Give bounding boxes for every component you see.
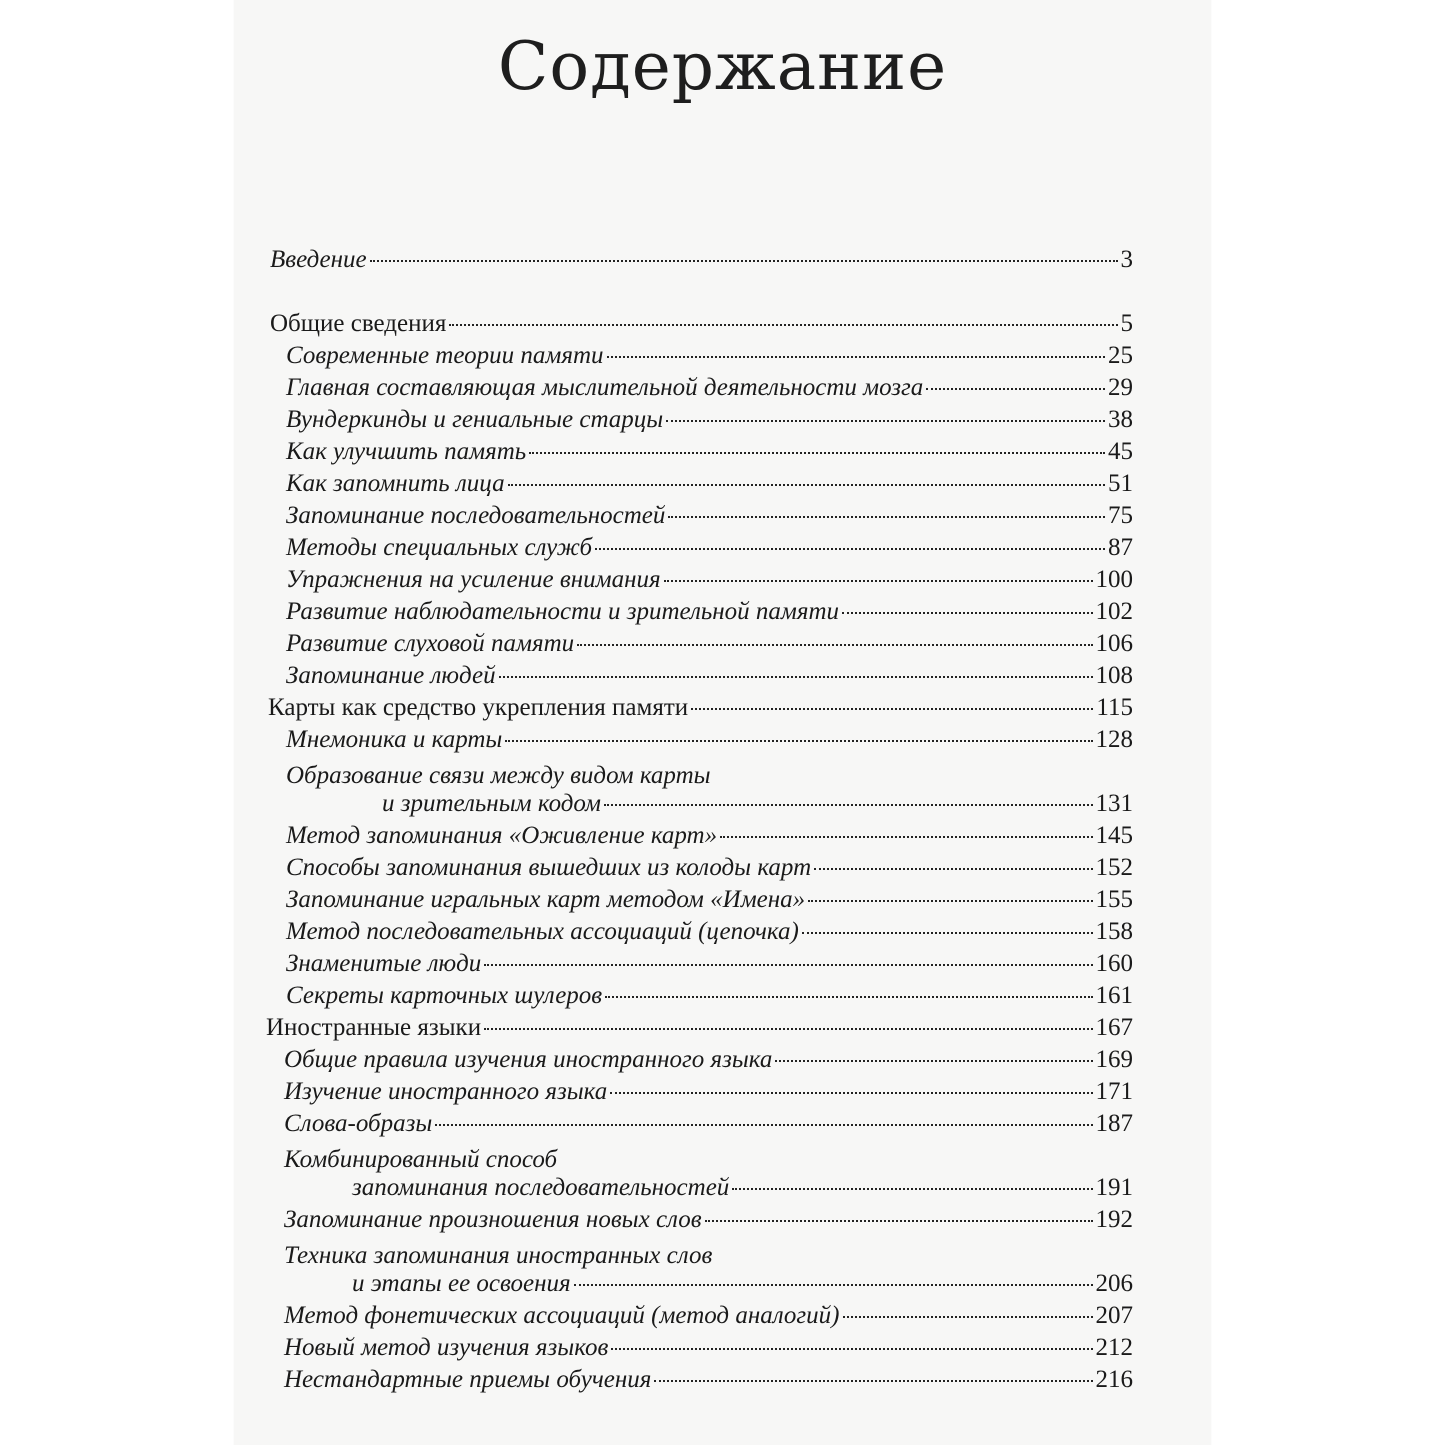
dot-leader — [484, 964, 1092, 966]
table-of-contents — [234, 0, 1211, 1445]
toc-page-number: 158 — [1095, 918, 1133, 945]
toc-entry-title: Упражнения на усиление внимания — [286, 566, 661, 593]
toc-entry-title: Способы запоминания вышедших из колоды карт — [286, 854, 812, 881]
dot-leader — [484, 1028, 1092, 1030]
toc-entry-title: Как улучшить память — [286, 438, 527, 465]
toc-entry-title: Общие сведения — [270, 310, 447, 337]
toc-entry — [286, 502, 1133, 534]
toc-page-number: 216 — [1095, 1366, 1133, 1393]
dot-leader — [529, 452, 1105, 454]
dot-leader — [607, 356, 1105, 358]
toc-entry-title: Слова-образы — [284, 1110, 433, 1137]
dot-leader — [610, 1092, 1092, 1094]
toc-entry-title: Запоминание произношения новых слов — [284, 1206, 702, 1233]
toc-entry — [286, 630, 1133, 662]
toc-page-number: 155 — [1095, 886, 1133, 913]
toc-entry — [286, 886, 1133, 918]
toc-entry — [286, 406, 1133, 438]
toc-page-number: 128 — [1095, 726, 1133, 753]
toc-entry — [352, 1270, 1133, 1302]
toc-entry-title: Метод запоминания «Оживление карт» — [286, 822, 718, 849]
toc-entry-title: Карты как средство укрепления памяти — [268, 694, 689, 721]
toc-entry-title: Мнемоника и карты — [286, 726, 503, 753]
toc-entry-title: Новый метод изучения языков — [284, 1334, 609, 1361]
toc-page-number: 102 — [1095, 598, 1133, 625]
toc-entry — [286, 918, 1133, 950]
toc-entry-title: Метод последовательных ассоциаций (цепочка) — [286, 918, 799, 945]
toc-entry — [270, 246, 1133, 278]
toc-page-number: 212 — [1095, 1334, 1133, 1361]
toc-entry — [268, 694, 1133, 726]
toc-entry-title: Запоминание людей — [286, 662, 496, 689]
dot-leader — [802, 932, 1093, 934]
toc-entry-title: Развитие слуховой памяти — [286, 630, 575, 657]
toc-entry — [286, 950, 1133, 982]
toc-entry — [284, 1078, 1133, 1110]
toc-page-number: 115 — [1096, 694, 1133, 721]
toc-entry-title: Изучение иностранного языка — [284, 1078, 608, 1105]
dot-leader — [370, 260, 1118, 262]
dot-leader — [577, 644, 1092, 646]
toc-entry-title: Общие правила изучения иностранного языка — [284, 1046, 773, 1073]
dot-leader — [705, 1220, 1093, 1222]
toc-entry-title-line1: Образование связи между видом карты — [286, 762, 711, 789]
toc-page-number: 51 — [1108, 470, 1133, 497]
toc-page-number: 25 — [1108, 342, 1133, 369]
toc-entry — [286, 822, 1133, 854]
toc-entry-title: Метод фонетических ассоциаций (метод аналогий) — [284, 1302, 840, 1329]
dot-leader — [720, 836, 1092, 838]
toc-entry-title: Вундеркинды и гениальные старцы — [286, 406, 664, 433]
dot-leader — [604, 804, 1093, 806]
toc-page-number: 106 — [1095, 630, 1133, 657]
toc-page-number: 187 — [1095, 1110, 1133, 1137]
toc-entry — [284, 1046, 1133, 1078]
dot-leader — [508, 484, 1105, 486]
toc-page-number: 171 — [1095, 1078, 1133, 1105]
toc-entry-title: и зрительным кодом — [382, 790, 601, 817]
dot-leader — [654, 1380, 1092, 1382]
toc-entry-title: Методы специальных служб — [286, 534, 593, 561]
toc-entry-title-line1: Комбинированный способ — [284, 1146, 558, 1173]
toc-page-number: 131 — [1095, 790, 1133, 817]
toc-page-number: 169 — [1095, 1046, 1133, 1073]
toc-page-number: 87 — [1108, 534, 1133, 561]
toc-page-number: 108 — [1095, 662, 1133, 689]
toc-entry-title: Секреты карточных шулеров — [286, 982, 603, 1009]
toc-page-number: 100 — [1095, 566, 1133, 593]
toc-entry-title: и этапы ее освоения — [352, 1270, 571, 1297]
toc-page-number: 191 — [1095, 1174, 1133, 1201]
dot-leader — [505, 740, 1092, 742]
toc-entry — [286, 662, 1133, 694]
toc-entry — [286, 726, 1133, 758]
toc-entry-title: Как запомнить лица — [286, 470, 505, 497]
toc-page-number: 152 — [1095, 854, 1133, 881]
dot-leader — [611, 1348, 1092, 1350]
toc-entry — [286, 470, 1133, 502]
toc-entry — [286, 982, 1133, 1014]
toc-entry — [284, 1334, 1133, 1366]
toc-entry-title: Главная составляющая мыслительной деятельности мозга — [286, 374, 924, 401]
toc-entry — [286, 438, 1133, 470]
toc-entry — [286, 854, 1133, 886]
book-page — [234, 0, 1211, 1445]
toc-entry — [352, 1174, 1133, 1206]
toc-entry-title: Современные теории памяти — [286, 342, 604, 369]
toc-page-number: 160 — [1095, 950, 1133, 977]
dot-leader — [574, 1284, 1093, 1286]
dot-leader — [732, 1188, 1092, 1190]
toc-entry-title: запоминания последовательностей — [352, 1174, 730, 1201]
toc-entry-title-line1: Техника запоминания иностранных слов — [284, 1242, 713, 1269]
toc-page-number: 206 — [1095, 1270, 1133, 1297]
toc-page-number: 45 — [1108, 438, 1133, 465]
toc-page-number: 3 — [1120, 246, 1133, 273]
toc-entry — [266, 1014, 1133, 1046]
toc-page-number: 192 — [1095, 1206, 1133, 1233]
toc-page-number: 29 — [1108, 374, 1133, 401]
toc-page-number: 161 — [1095, 982, 1133, 1009]
toc-entry-title: Введение — [270, 246, 367, 273]
dot-leader — [499, 676, 1093, 678]
toc-entry — [286, 534, 1133, 566]
toc-page-number: 38 — [1108, 406, 1133, 433]
dot-leader — [605, 996, 1092, 998]
dot-leader — [668, 516, 1105, 518]
dot-leader — [808, 900, 1092, 902]
toc-entry — [284, 1302, 1133, 1334]
toc-page-number: 5 — [1120, 310, 1133, 337]
toc-entry-title: Знаменитые люди — [286, 950, 482, 977]
dot-leader — [926, 388, 1105, 390]
page-title: Содержание — [497, 28, 948, 105]
toc-entry-title: Запоминание последовательностей — [286, 502, 666, 529]
toc-entry-title: Нестандартные приемы обучения — [284, 1366, 652, 1393]
toc-entry — [286, 342, 1133, 374]
dot-leader — [449, 324, 1117, 326]
dot-leader — [842, 612, 1092, 614]
toc-entry — [284, 1110, 1133, 1142]
dot-leader — [843, 1316, 1093, 1318]
dot-leader — [664, 580, 1093, 582]
toc-entry — [270, 310, 1133, 342]
toc-page-number: 75 — [1108, 502, 1133, 529]
toc-entry-title: Иностранные языки — [266, 1014, 482, 1041]
toc-entry — [286, 374, 1133, 406]
dot-leader — [666, 420, 1105, 422]
dot-leader — [435, 1124, 1092, 1126]
toc-entry — [286, 598, 1133, 630]
dot-leader — [595, 548, 1105, 550]
dot-leader — [691, 708, 1093, 710]
toc-entry — [284, 1366, 1133, 1398]
toc-page-number: 145 — [1095, 822, 1133, 849]
toc-page-number: 207 — [1095, 1302, 1133, 1329]
dot-leader — [814, 868, 1092, 870]
dot-leader — [775, 1060, 1092, 1062]
toc-entry-title: Запоминание игральных карт методом «Имена» — [286, 886, 806, 913]
toc-entry — [382, 790, 1133, 822]
toc-entry-title: Развитие наблюдательности и зрительной памяти — [286, 598, 840, 625]
toc-entry — [286, 566, 1133, 598]
toc-entry — [284, 1206, 1133, 1238]
toc-page-number: 167 — [1095, 1014, 1133, 1041]
